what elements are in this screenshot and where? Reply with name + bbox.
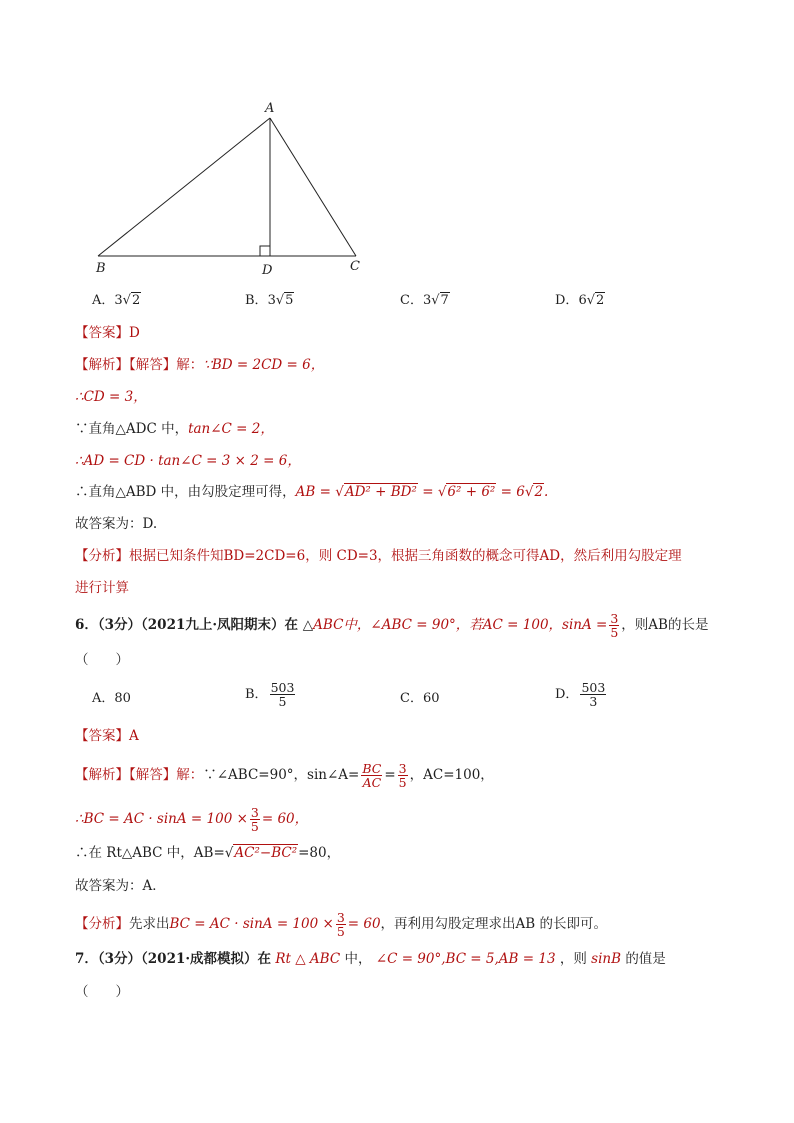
right-angle-mark (260, 246, 270, 256)
q5-analysis-line4: ∴AD = CD · tan∠C = 3 × 2 = 6， (75, 453, 301, 469)
q7-stem-pre: 7．（3分）（2021·成都模拟）在 (75, 951, 272, 967)
q5-fenxi-line1 (75, 546, 682, 566)
text: ，AC=100， (409, 767, 494, 783)
vertex-label-d: D (262, 263, 273, 278)
q6-analysis-line2 (75, 806, 308, 833)
radical-sign: √ (275, 293, 285, 308)
frac-den: AC (362, 775, 382, 790)
frac-num: 503 (270, 680, 295, 695)
q7-rt: Rt △ ABC (275, 951, 341, 967)
option-coef: 6 (578, 293, 587, 308)
q6-option-a[interactable] (92, 689, 131, 709)
q6-stem-fraction (609, 612, 619, 639)
frac-num: 3 (610, 611, 619, 626)
q6-option-b[interactable] (245, 681, 297, 708)
text: ，则 (559, 951, 587, 967)
period: . (544, 484, 549, 500)
q6-stem-post: ，则AB的长是 (621, 617, 709, 633)
math-ab: AB = (295, 484, 331, 500)
vertex-label-b: B (96, 261, 106, 276)
option-fraction (270, 681, 296, 708)
text: ∵∠ABC=90°，sin∠A= (203, 767, 360, 783)
frac-den: 3 (589, 694, 598, 709)
option-coef: 3 (422, 293, 432, 308)
fenxi-tag: 【分析】 (75, 548, 129, 564)
option-value: 60 (422, 691, 440, 706)
q5-analysis-line5 (75, 482, 548, 502)
answer-tag: 【答案】 (75, 325, 129, 341)
answer-value: D (129, 325, 140, 341)
radical-sign: √ (335, 484, 344, 500)
frac-den: 5 (610, 625, 619, 640)
equals: = (384, 767, 396, 783)
frac-den: 5 (250, 819, 259, 834)
option-letter: C． (400, 293, 423, 308)
math-expr: ∵BD = 2CD = 6， (203, 357, 325, 373)
q7-math: ∠C = 90°,BC = 5,AB = 13 (375, 951, 556, 967)
option-radicand: 2 (131, 293, 141, 308)
frac-num: 3 (398, 761, 407, 776)
option-radicand: 7 (440, 293, 449, 308)
q6-answer (75, 726, 139, 746)
result: = 6 (500, 484, 525, 500)
radical-sign: √ (431, 293, 440, 308)
q6-option-c[interactable] (400, 689, 440, 709)
option-letter: B． (245, 293, 268, 308)
option-value: 80 (114, 691, 131, 706)
text: 中， (344, 951, 372, 967)
vertex-label-a: A (265, 101, 275, 116)
q5-answer (75, 323, 140, 343)
q5-option-d[interactable] (555, 291, 605, 311)
q6-conclusion: 故答案为：A． (75, 878, 166, 894)
q6-stem-mid: 中，∠ABC = 90°，若AC = 100，sinA = (343, 617, 608, 633)
option-letter: A． (92, 293, 115, 308)
option-letter: D． (555, 687, 579, 702)
q7-sin: sinB (591, 951, 622, 967)
side-ab (98, 118, 270, 256)
option-coef: 3 (114, 293, 123, 308)
frac-num: 3 (336, 910, 345, 925)
radical-sign: √ (586, 293, 596, 308)
radicand-2: 6² + 6² (447, 484, 496, 500)
text: 先求出 (129, 916, 170, 932)
radical-sign: √ (122, 293, 131, 308)
radical-sign: √ (224, 845, 234, 861)
text: ，再利用勾股定理求出AB 的长即可。 (380, 916, 608, 932)
q5-analysis-line1 (75, 355, 324, 375)
text: ∴在 Rt△ABC 中，AB= (75, 845, 225, 861)
option-letter: D． (555, 293, 579, 308)
q5-conclusion: 故答案为：D. (75, 516, 158, 532)
option-radicand: 2 (596, 293, 605, 308)
fraction (336, 911, 346, 938)
q7-stem (75, 949, 666, 969)
q6-abc: ABC (313, 617, 344, 633)
frac-num: 3 (250, 805, 259, 820)
text: ∵直角△ADC 中， (75, 421, 189, 437)
q7-blank: （ ） (75, 984, 129, 1000)
q6-analysis-line1 (75, 762, 494, 789)
frac-num: BC (362, 761, 382, 776)
radical-sign: √ (524, 484, 534, 500)
math-eq: = 60 (347, 916, 381, 932)
fenxi-text: 根据已知条件知BD=2CD=6，则 CD=3，根据三角函数的概念可得AD，然后利用勾股定理 (129, 548, 682, 564)
answer-value: A (129, 728, 139, 744)
fraction-bc-ac (361, 762, 382, 789)
option-letter: B． (245, 687, 268, 702)
q5-fenxi-line2: 进行计算 (75, 580, 129, 596)
radical-sign: √ (437, 484, 447, 500)
q5-option-a[interactable] (92, 291, 141, 311)
equals: = (422, 484, 434, 500)
text: ∴直角△ABD 中，由勾股定理可得， (75, 484, 296, 500)
vertex-label-c: C (350, 259, 360, 274)
radicand-1: AD² + BD² (344, 484, 417, 500)
q5-option-b[interactable] (245, 291, 294, 311)
option-letter: A． (92, 691, 115, 706)
analysis-tag: 【解析】【解答】解： (75, 357, 204, 373)
q5-option-c[interactable] (400, 291, 450, 311)
q6-stem (75, 612, 708, 639)
answer-tag: 【答案】 (75, 728, 129, 744)
analysis-tag: 【解析】【解答】解： (75, 767, 204, 783)
q6-blank: （ ） (75, 652, 129, 668)
triangle-figure (88, 98, 378, 283)
frac-den: 5 (398, 775, 407, 790)
option-fraction (580, 681, 606, 708)
side-ac (270, 118, 356, 256)
q6-option-d[interactable] (555, 681, 608, 708)
option-letter: C． (400, 691, 423, 706)
q5-analysis-line3 (75, 419, 274, 439)
q6-analysis-line3 (75, 843, 340, 863)
option-radicand: 5 (285, 293, 294, 308)
math-result: = 60， (261, 811, 309, 827)
frac-num: 503 (581, 680, 606, 695)
frac-den: 5 (336, 924, 345, 939)
option-coef: 3 (267, 293, 276, 308)
fraction (250, 806, 260, 833)
math-expr: BC = AC · sinA = 100 × (169, 916, 334, 932)
fenxi-tag: 【分析】 (75, 916, 129, 932)
frac-den: 5 (278, 694, 287, 709)
radicand: AC²−BC² (234, 845, 298, 861)
fraction-3-5 (398, 762, 408, 789)
math-expr: tan∠C = 2， (188, 421, 274, 437)
radicand-3: 2 (534, 484, 544, 500)
text: =80， (298, 845, 341, 861)
text: 的值是 (625, 951, 666, 967)
math-expr: ∴BC = AC · sinA = 100 × (75, 811, 248, 827)
q5-analysis-line2: ∴CD = 3， (75, 389, 147, 405)
q6-stem-pre: 6．（3分）（2021九上·凤阳期末）在 △ (75, 617, 314, 633)
q6-fenxi (75, 911, 607, 938)
